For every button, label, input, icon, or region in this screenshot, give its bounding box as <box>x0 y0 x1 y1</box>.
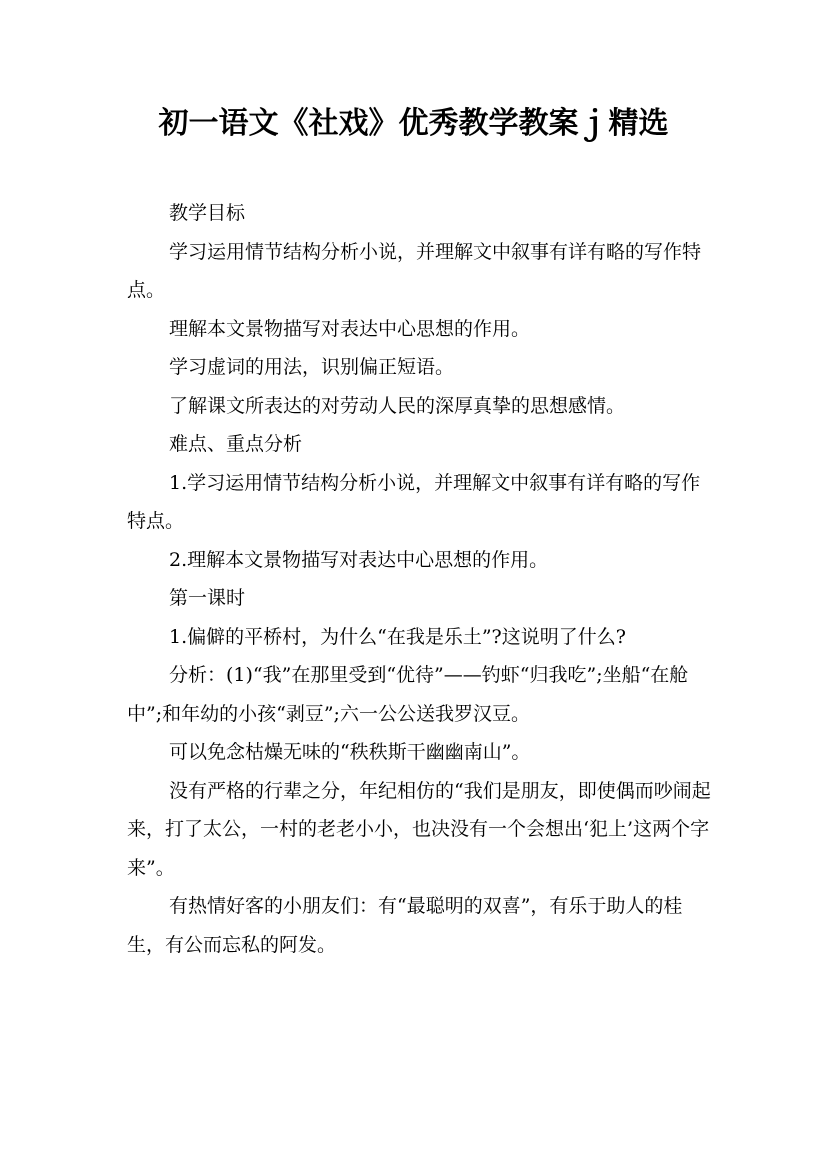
paragraph-heading-key-points: 难点、重点分析 <box>169 433 303 455</box>
paragraph-heading-first-lesson: 第一课时 <box>169 587 246 609</box>
paragraph-heading-teaching-goals: 教学目标 <box>169 202 246 224</box>
paragraph-question-1: 1.偏僻的平桥村，为什么“在我是乐土”?这说明了什么? <box>169 625 626 648</box>
paragraph-analysis-4: 有热情好客的小朋友们：有“最聪明的双喜”，有乐于助人的桂生，有公而忘私的阿发。 <box>127 895 683 956</box>
paragraph-goal-2: 理解本文景物描写对表达中心思想的作用。 <box>169 317 531 340</box>
paragraph-goal-3: 学习虚词的用法，识别偏正短语。 <box>169 356 455 378</box>
paragraph-analysis-1: 分析：(1)“我”在那里受到“优待”——钓虾“归我吃”;坐船“在舱中”;和年幼的小孩“剥豆”;六一公公送我罗汉豆。 <box>127 664 689 725</box>
paragraph-goal-4: 了解课文所表达的对劳动人民的深厚真挚的思想感情。 <box>169 394 626 417</box>
document-title: 初一语文《社戏》优秀教学教案ｊ精选 <box>158 106 669 141</box>
paragraph-analysis-2: 可以免念枯燥无味的“秩秩斯干幽幽南山”。 <box>169 741 531 763</box>
document-body <box>127 194 717 964</box>
paragraph-analysis-3: 没有严格的行辈之分，年纪相仿的“我们是朋友，即使偶而吵闹起来，打了太公，一村的老老小小，也决没有一个会想出‘犯上’这两个字来”。 <box>127 779 711 879</box>
paragraph-key-point-1: 1.学习运用情节结构分析小说，并理解文中叙事有详有略的写作特点。 <box>127 471 701 532</box>
paragraph-key-point-2: 2.理解本文景物描写对表达中心思想的作用。 <box>169 548 549 571</box>
paragraph-goal-1: 学习运用情节结构分析小说，并理解文中叙事有详有略的写作特点。 <box>127 240 702 301</box>
